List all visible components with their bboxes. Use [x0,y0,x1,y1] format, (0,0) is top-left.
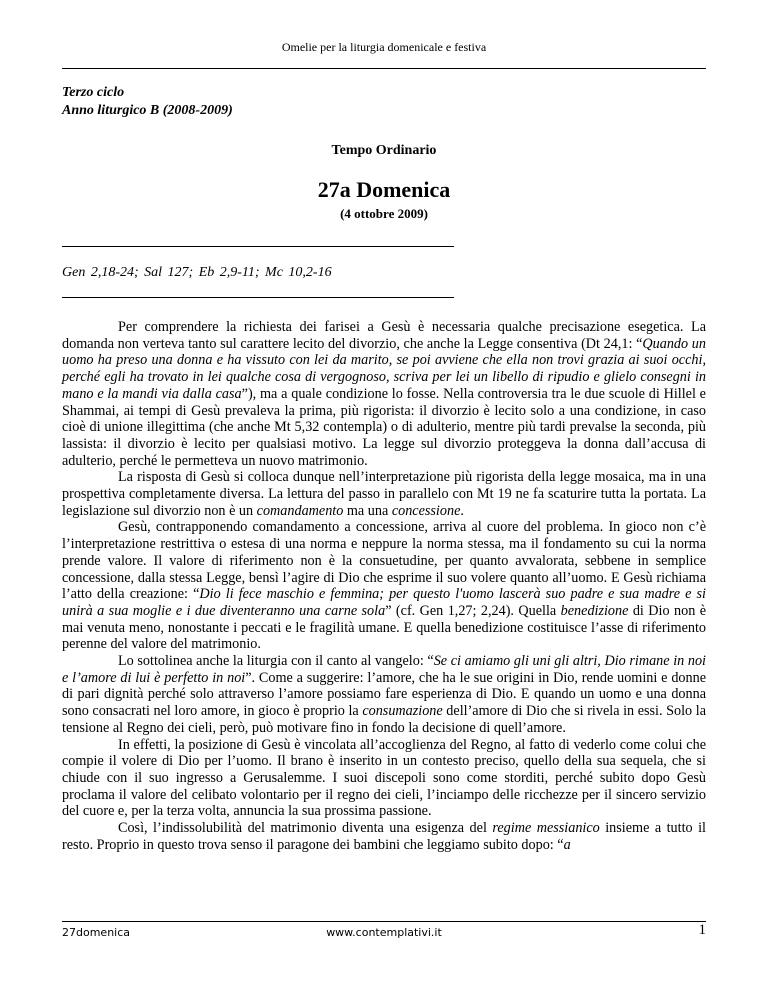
homily-paragraph [62,653,706,737]
text-run: Gesù, contrapponendo comandamento a concessione, arriva al cuore del problema. In gioco non c’è l’interpretazione restrittiva o estesa di una norma e neppure la norma stessa, ma il fondamento su cui la norma prende valore. Il valore di riferimento non è la consuetudine, per quanto avvalorata, sebbene in semplice concessione, dalla stessa Legge, bensì l’agire di Dio che esprime il suo volere quanto all’uomo. E Gesù richiama l’atto della creazione: “ [62,519,706,603]
italic-quote: consumazione [362,703,443,720]
footer-website: www.contemplativi.it [326,926,442,939]
text-run: Per comprendere la richiesta dei farisei a Gesù è necessaria qualche precisazione esegetica. La domanda non verteva tanto sul carattere lecito del divorzio, che anche la Legge consentiva (Dt 24,1: “ [62,319,706,352]
scripture-readings: Gen 2,18-24; Sal 127; Eb 2,9-11; Mc 10,2-16 [62,265,332,280]
text-run: ” (cf. Gen 1,27; 2,24). Quella [385,602,561,619]
text-run: ”. Come a suggerire: l’amore, che ha le sue origini in Dio, rende uomini e donne di pari dignità perché solo attraverso l’amore possiamo fare esperienza di Dio. E quando un uomo e una donna sono consacrati nel loro amore, in gioco è proprio la [62,669,706,720]
text-run: di Dio non è mai venuta meno, nonostante i peccati e le fragilità umane. E quella benedizione costituisce l’asse di riferimento perenne del valore del matrimonio. [62,602,707,653]
italic-quote: Dio li fece maschio e femmina; per questo l'uomo lascerà suo padre e sua madre e si unirà a sua moglie e i due diventeranno una carne sola [62,586,706,619]
italic-quote: comandamento [256,502,344,519]
italic-quote: regime messianico [492,820,600,837]
cycle-block [62,84,233,120]
text-run: Così, l’indissolubilità del matrimonio diventa una esigenza del [118,820,493,837]
text-run: Lo sottolinea anche la liturgia con il canto al vangelo: “ [118,653,434,670]
homily-paragraph [62,820,706,853]
header-divider [62,68,706,69]
italic-quote: a [563,836,571,853]
italic-quote: benedizione [560,602,629,619]
text-run: dell’amore di Dio che si rivela in essi. Solo la tensione al Regno dei cieli, però, può motivare fino in fondo la decisione di quell’amore. [62,703,706,736]
readings-bottom-rule [62,297,454,298]
footer-file-name: 27domenica [62,926,131,939]
italic-quote: Quando un uomo ha preso una donna e ha vissuto con lei da marito, se poi avviene che ella non trovi grazia ai suoi occhi, perché egli ha trovato in lei qualche cosa di vergognoso, scriva per lei un libello di ripudio e glielo consegni in mano e la mandi via dalla casa [62,335,706,402]
text-run: insieme a tutto il resto. Proprio in questo trova senso il paragone dei bambini che leggiamo subito dopo: “ [62,820,706,853]
text-run: ”), ma a quale condizione lo fosse. Nella controversia tra le due scuole di Hillel e Shammai, ai tempi di Gesù prevaleva la prima, più rigorista: il divorzio è lecito solo a una condizione, in caso cioè di unione illegittima (che anche Mt 5,32 contempla) o di adulterio, mentre più tardi prevalse la seconda, più lassista: il divorzio è lecito per qualsiasi motivo. La legge sul divorzio proteggeva la donna dall’accusa di adulterio, perché le permetteva un nuovo matrimonio. [62,385,706,469]
text-run: ma una [343,502,392,519]
liturgical-season: Tempo Ordinario [331,143,437,158]
homily-paragraph [62,469,706,519]
readings-top-rule [62,246,454,247]
liturgical-year-label: Anno liturgico B (2008-2009) [62,103,233,118]
text-run: La risposta di Gesù si colloca dunque nell’interpretazione più rigorista della legge mosaica, ma in una prospettiva completamente diversa. La lettura del passo in parallelo con Mt 19 ne fa scaturire tutta la portata. La legislazione sul divorzio non è un [62,469,706,519]
italic-quote: Se ci amiamo gli uni gli altri, Dio rimane in noi e l’amore di lui è perfetto in noi [62,653,706,686]
homily-paragraph [62,519,706,653]
celebration-date: (4 ottobre 2009) [340,206,428,221]
homily-paragraph [62,319,706,469]
page-number: 1 [698,922,706,938]
homily-text [62,319,706,854]
page-title: 27a Domenica [317,177,451,202]
text-run: In effetti, la posizione di Gesù è vincolata all’accoglienza del Regno, al fatto di vederlo come colui che compie il volere di Dio per l’uomo. Il brano è inserito in un contesto preciso, quello della sua sequela, che si chiude con il suo ingresso a Gerusalemme. I suoi discepoli sono come storditi, perché subito dopo Gesù proclama il valore del celibato volontario per il regno dei cieli, l’inciampo delle ricchezze per il sincero servizio del cuore e, per la terza volta, annuncia la sua prossima passione. [62,736,706,820]
footer-divider [62,921,706,922]
running-header: Omelie per la liturgia domenicale e festiva [281,40,487,54]
homily-paragraph [62,737,706,821]
italic-quote: concessione [391,502,461,519]
text-run: . [460,502,464,519]
cycle-label: Terzo ciclo [62,85,125,100]
